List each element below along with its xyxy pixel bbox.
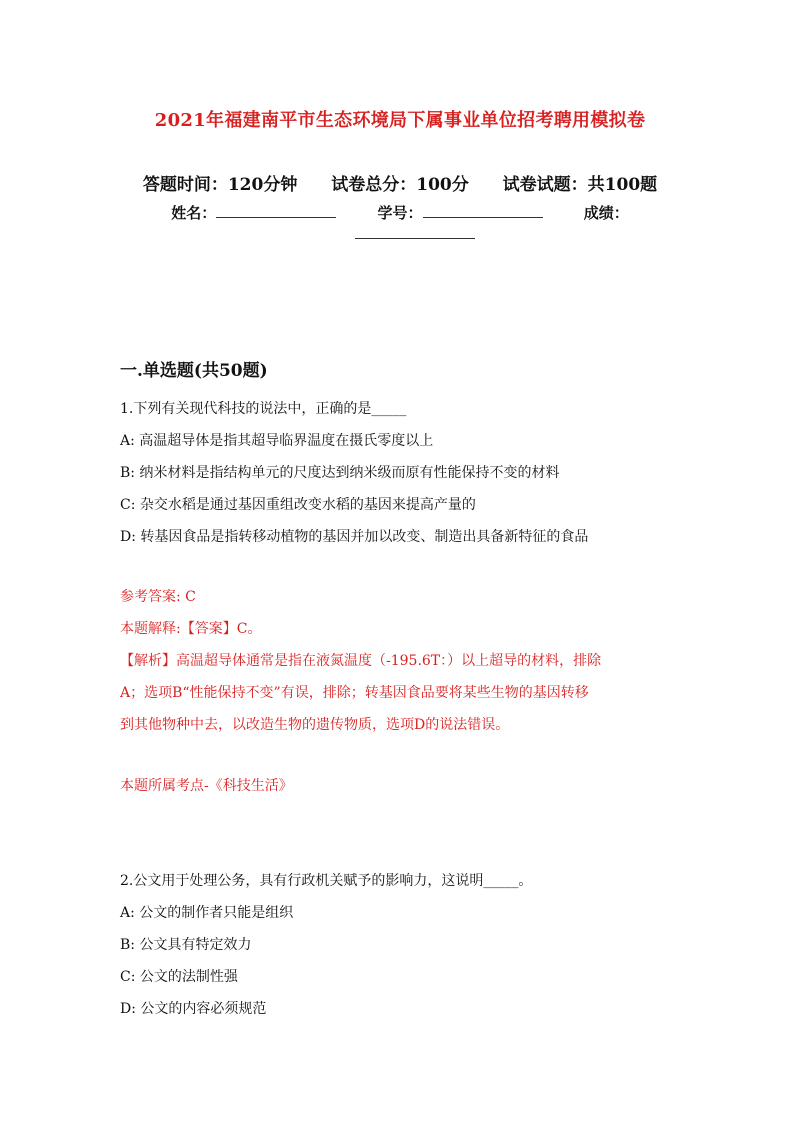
question-2-option-a: A: 公文的制作者只能是组织 bbox=[120, 905, 294, 921]
name-blank bbox=[216, 203, 336, 218]
question-2-option-b: B: 公文具有特定效力 bbox=[120, 937, 252, 953]
question-1-option-c: C: 杂交水稻是通过基因重组改变水稻的基因来提高产量的 bbox=[120, 497, 476, 513]
question-1-stem: 1.下列有关现代科技的说法中，正确的是_____ bbox=[120, 401, 407, 417]
id-blank bbox=[423, 203, 543, 218]
question-1-option-a: A: 高温超导体是指其超导临界温度在摄氏零度以上 bbox=[120, 433, 434, 449]
question-1-explain-line-2: A；选项B“性能保持不变”有误，排除；转基因食品要将某些生物的基因转移 bbox=[120, 685, 589, 701]
grade-blank-line bbox=[355, 224, 475, 243]
name-label: 姓名： bbox=[171, 204, 217, 222]
exam-total-score: 试卷总分：100分 bbox=[331, 175, 469, 195]
question-1-explain-head: 本题解释:【答案】C。 bbox=[120, 621, 262, 637]
section-title: 一.单选题(共50题) bbox=[120, 361, 268, 381]
grade-blank bbox=[355, 224, 475, 239]
id-label: 学号： bbox=[377, 204, 423, 222]
question-1-answer: 参考答案: C bbox=[120, 589, 196, 605]
question-1-option-d: D: 转基因食品是指转移动植物的基因并加以改变、制造出具备新特征的食品 bbox=[120, 529, 589, 545]
question-1-explain-line-1: 【解析】高温超导体通常是指在液氮温度（-195.6T：）以上超导的材料，排除 bbox=[120, 653, 602, 669]
id-field bbox=[377, 204, 547, 222]
exam-question-count: 试卷试题：共100题 bbox=[502, 175, 658, 195]
grade-label: 成绩： bbox=[583, 204, 629, 222]
student-info-line bbox=[0, 202, 800, 223]
exam-time: 答题时间：120分钟 bbox=[142, 175, 298, 195]
question-1-explain-line-3: 到其他物种中去，以改造生物的遗传物质，选项D的说法错误。 bbox=[120, 717, 510, 733]
question-2-option-d: D: 公文的内容必须规范 bbox=[120, 1001, 267, 1017]
name-field bbox=[171, 204, 341, 222]
question-1-option-b: B: 纳米材料是指结构单元的尺度达到纳米级而原有性能保持不变的材料 bbox=[120, 465, 560, 481]
exam-title: 2021年福建南平市生态环境局下属事业单位招考聘用模拟卷 bbox=[154, 110, 646, 131]
question-2-option-c: C: 公文的法制性强 bbox=[120, 969, 238, 985]
exam-info bbox=[0, 170, 800, 195]
grade-field bbox=[584, 204, 629, 222]
question-2-stem: 2.公文用于处理公务，具有行政机关赋予的影响力，这说明_____。 bbox=[120, 873, 533, 889]
question-1-topic: 本题所属考点-《科技生活》 bbox=[120, 778, 293, 794]
